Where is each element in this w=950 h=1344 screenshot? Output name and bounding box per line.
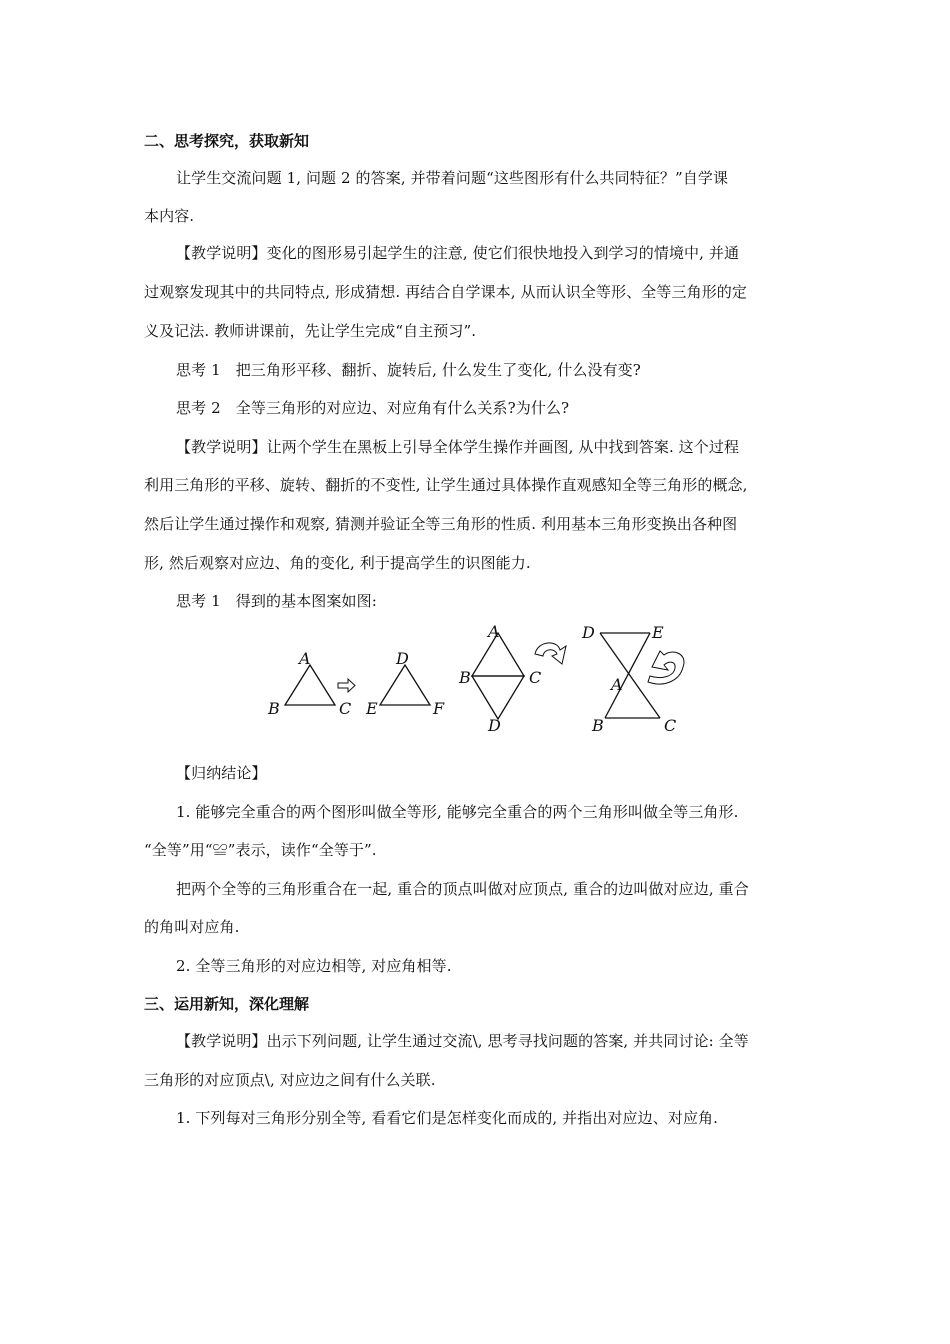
triangle-dbc-flip [472, 676, 524, 719]
fig4-label-b: B [592, 716, 604, 735]
fig4-label-d: D [582, 623, 595, 642]
triangle-abc [285, 665, 335, 705]
conclusion-item2: 2. 全等三角形的对应边相等, 对应角相等. [176, 957, 452, 975]
fig4-label-a: A [611, 675, 623, 694]
flip-arrow [535, 643, 566, 664]
conclusion-heading: 【归纳结论】 [176, 764, 267, 782]
conclusion-item1-line-1: 1. 能够完全重合的两个图形叫做全等形, 能够完全重合的两个三角形叫做全等三角形. [176, 803, 739, 821]
fig3-label-c: C [529, 668, 542, 687]
rotation-arrow [648, 651, 684, 684]
conclusion-item1b-line-2: 的角叫对应角. [144, 918, 240, 936]
intro-line-2: 本内容. [144, 207, 195, 225]
fig2-label-d: D [396, 649, 409, 668]
fig3-label-d: D [488, 716, 501, 735]
note1-line-1: 【教学说明】变化的图形易引起学生的注意, 使它们很快地投入到学习的情境中, 并通 [176, 244, 740, 262]
conclusion-item1-line-2: “全等”用“≌”表示，读作“全等于”. [144, 841, 377, 859]
fig3-label-b: B [459, 668, 471, 687]
fig1-label-c: C [339, 699, 352, 718]
section3-note-line-2: 三角形的对应顶点\, 对应边之间有什么关联. [144, 1071, 436, 1089]
section2-heading: 二、思考探究，获取新知 [144, 132, 310, 150]
note1-line-2: 过观察发现其中的共同特点, 形成猜想. 再结合自学课本, 从而认识全等形、全等三角形的定 [144, 283, 748, 301]
note2-line-3: 然后让学生通过操作和观察, 猜测并验证全等三角形的性质. 利用基本三角形变换出各种图 [144, 515, 738, 533]
fig4-label-e: E [652, 623, 664, 642]
intro-line-1: 让学生交流问题 1, 问题 2 的答案, 并带着问题“这些图形有什么共同特征？”自学课 [176, 169, 729, 187]
fig1-label-a: A [299, 649, 311, 668]
fig1-label-b: B [268, 699, 280, 718]
think2-question: 思考 2 全等三角形的对应边、对应角有什么关系?为什么? [176, 399, 570, 417]
note2-line-2: 利用三角形的平移、旋转、翻折的不变性, 让学生通过具体操作直观感知全等三角形的概念, [144, 476, 748, 494]
section3-heading: 三、运用新知，深化理解 [144, 995, 310, 1013]
note1-line-3: 义及记法. 教师讲课前，先让学生完成“自主预习”. [144, 322, 477, 340]
fig3-label-a: A [488, 622, 500, 641]
think1-answer: 思考 1 得到的基本图案如图: [176, 592, 377, 610]
section3-question-1: 1. 下列每对三角形分别全等, 看看它们是怎样变化而成的, 并指出对应边、对应角. [176, 1109, 719, 1127]
conclusion-item1b-line-1: 把两个全等的三角形重合在一起, 重合的顶点叫做对应顶点, 重合的边叫做对应边, 重合 [176, 880, 749, 898]
fig2-label-f: F [433, 699, 445, 718]
section3-note-line-1: 【教学说明】出示下列问题, 让学生通过交流\, 思考寻找问题的答案, 并共同讨论: 全等 [176, 1032, 749, 1050]
fig2-label-e: E [366, 699, 378, 718]
translation-arrow [338, 679, 355, 692]
note2-line-4: 形, 然后观察对应边、角的变化, 利于提高学生的识图能力. [144, 554, 531, 572]
note2-line-1: 【教学说明】让两个学生在黑板上引导全体学生操作并画图, 从中找到答案. 这个过程 [176, 438, 740, 456]
think1-question: 思考 1 把三角形平移、翻折、旋转后, 什么发生了变化, 什么没有变? [176, 361, 641, 379]
triangle-transformations-figure [0, 615, 950, 745]
fig4-label-c: C [664, 716, 677, 735]
triangle-def [380, 665, 430, 705]
